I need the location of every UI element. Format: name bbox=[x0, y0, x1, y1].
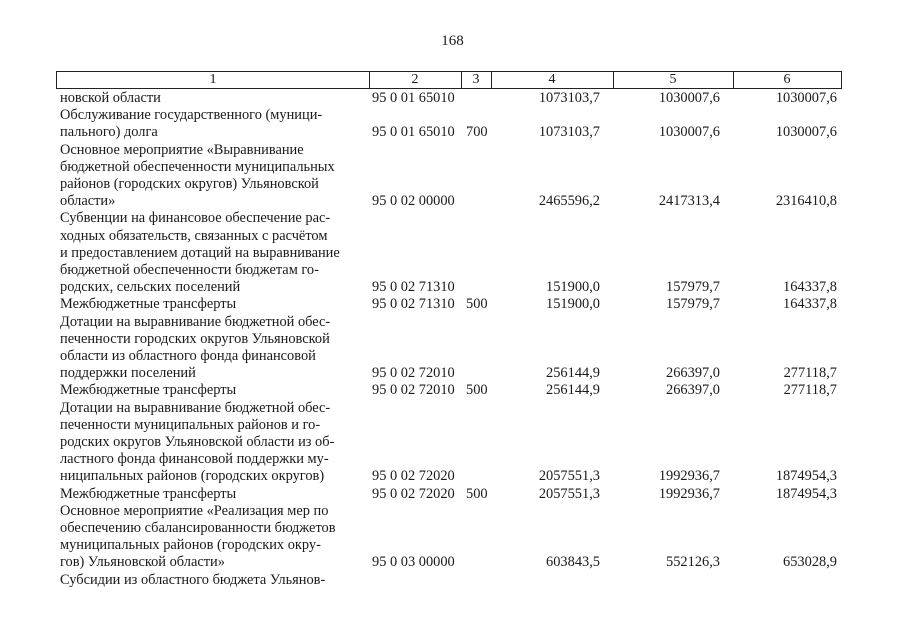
row-description bbox=[60, 503, 356, 572]
row-value-col4: 603843,5 bbox=[546, 554, 600, 571]
row-description bbox=[60, 486, 356, 503]
row-code: 95 0 03 00000 bbox=[372, 554, 455, 571]
description-line: районов (городских округов) Ульяновской bbox=[60, 176, 319, 193]
row-code: 95 0 02 72020 bbox=[372, 485, 455, 502]
description-line: обеспечению сбалансированности бюджетов bbox=[60, 520, 336, 537]
row-description bbox=[60, 400, 356, 486]
table-row bbox=[0, 314, 905, 383]
row-value-col6: 2316410,8 bbox=[775, 193, 837, 210]
table-row bbox=[0, 142, 905, 211]
description-line: и предоставлением дотаций на выравнивание bbox=[60, 244, 340, 261]
description-line: поддержки поселений bbox=[60, 365, 196, 382]
row-code: 95 0 02 72020 bbox=[372, 468, 455, 485]
row-description bbox=[60, 90, 356, 107]
table-body bbox=[0, 90, 905, 589]
row-description bbox=[60, 142, 356, 211]
row-value-col4: 151900,0 bbox=[546, 279, 600, 296]
description-line: бюджетной обеспеченности муниципальных bbox=[60, 158, 335, 175]
row-value-col5: 1030007,6 bbox=[658, 90, 720, 106]
description-line: муниципальных районов (городских окру- bbox=[60, 537, 321, 554]
row-value-col4: 151900,0 bbox=[546, 296, 600, 313]
row-value-col4: 2057551,3 bbox=[538, 485, 600, 502]
row-code: 95 0 02 72010 bbox=[372, 382, 455, 399]
header-col-1: 1 bbox=[209, 72, 217, 87]
description-line: ниципальных районов (городских округов) bbox=[60, 468, 325, 485]
description-line: Межбюджетные трансферты bbox=[60, 485, 237, 502]
row-value-col6: 164337,8 bbox=[783, 279, 837, 296]
row-code: 95 0 02 71310 bbox=[372, 279, 455, 296]
row-expense-type: 700 bbox=[466, 124, 488, 141]
header-col-6: 6 bbox=[783, 72, 791, 87]
table-row bbox=[0, 486, 905, 503]
row-value-col5: 266397,0 bbox=[666, 365, 720, 382]
description-line: печенности муниципальных районов и го- bbox=[60, 416, 321, 433]
header-col-5: 5 bbox=[669, 72, 677, 87]
row-value-col4: 2057551,3 bbox=[538, 468, 600, 485]
row-value-col5: 2417313,4 bbox=[658, 193, 720, 210]
description-line: бюджетной обеспеченности бюджетам го- bbox=[60, 262, 319, 279]
description-line: родских, сельских поселений bbox=[60, 279, 241, 296]
table-row bbox=[0, 90, 905, 107]
description-line: Субсидии из областного бюджета Ульянов- bbox=[60, 571, 326, 588]
description-line: гов) Ульяновской области» bbox=[60, 554, 225, 571]
description-line: Межбюджетные трансферты bbox=[60, 296, 237, 313]
row-value-col6: 1030007,6 bbox=[775, 90, 837, 106]
row-value-col5: 1992936,7 bbox=[658, 468, 720, 485]
row-value-col6: 277118,7 bbox=[783, 382, 837, 399]
header-col-3: 3 bbox=[472, 72, 480, 87]
row-description bbox=[60, 296, 356, 313]
row-value-col4: 256144,9 bbox=[546, 365, 600, 382]
description-line: области из областного фонда финансовой bbox=[60, 348, 316, 365]
description-line: Дотации на выравнивание бюджетной обес- bbox=[60, 313, 331, 330]
row-expense-type: 500 bbox=[466, 296, 488, 313]
header-col-4: 4 bbox=[548, 72, 556, 87]
description-line: ходных обязательств, связанных с расчётом bbox=[60, 227, 328, 244]
row-description bbox=[60, 314, 356, 383]
row-value-col5: 1992936,7 bbox=[658, 485, 720, 502]
table-row bbox=[0, 107, 905, 141]
table-row bbox=[0, 210, 905, 296]
row-code: 95 0 02 72010 bbox=[372, 365, 455, 382]
table-row bbox=[0, 400, 905, 486]
row-value-col4: 256144,9 bbox=[546, 382, 600, 399]
row-expense-type: 500 bbox=[466, 485, 488, 502]
description-line: Межбюджетные трансферты bbox=[60, 382, 237, 399]
row-description bbox=[60, 382, 356, 399]
row-code: 95 0 01 65010 bbox=[372, 90, 455, 106]
row-value-col4: 1073103,7 bbox=[538, 124, 600, 141]
description-line: пального) долга bbox=[60, 124, 158, 141]
description-line: новской области bbox=[60, 90, 161, 106]
row-code: 95 0 02 00000 bbox=[372, 193, 455, 210]
description-line: печенности городских округов Ульяновской bbox=[60, 330, 330, 347]
page-number: 168 bbox=[441, 33, 464, 49]
header-col-2: 2 bbox=[411, 72, 419, 87]
row-value-col5: 1030007,6 bbox=[658, 124, 720, 141]
table-row bbox=[0, 572, 905, 589]
row-expense-type: 500 bbox=[466, 382, 488, 399]
row-value-col4: 1073103,7 bbox=[538, 90, 600, 106]
table-row bbox=[0, 503, 905, 572]
row-value-col6: 653028,9 bbox=[783, 554, 837, 571]
row-value-col5: 157979,7 bbox=[666, 279, 720, 296]
description-line: Субвенции на финансовое обеспечение рас- bbox=[60, 210, 331, 227]
table-header bbox=[56, 71, 842, 89]
row-value-col6: 1030007,6 bbox=[775, 124, 837, 141]
table-row bbox=[0, 296, 905, 313]
description-line: родских округов Ульяновской области из об- bbox=[60, 434, 335, 451]
row-value-col5: 552126,3 bbox=[666, 554, 720, 571]
description-line: Основное мероприятие «Реализация мер по bbox=[60, 502, 329, 519]
row-value-col6: 277118,7 bbox=[783, 365, 837, 382]
row-value-col5: 266397,0 bbox=[666, 382, 720, 399]
row-code: 95 0 01 65010 bbox=[372, 124, 455, 141]
row-value-col4: 2465596,2 bbox=[538, 193, 600, 210]
description-line: Обслуживание государственного (муници- bbox=[60, 107, 323, 124]
row-description bbox=[60, 107, 356, 141]
row-description bbox=[60, 210, 356, 296]
row-code: 95 0 02 71310 bbox=[372, 296, 455, 313]
row-description bbox=[60, 572, 356, 589]
description-line: Основное мероприятие «Выравнивание bbox=[60, 141, 304, 158]
description-line: области» bbox=[60, 193, 116, 210]
table-row bbox=[0, 382, 905, 399]
row-value-col6: 164337,8 bbox=[783, 296, 837, 313]
row-value-col6: 1874954,3 bbox=[775, 468, 837, 485]
row-value-col5: 157979,7 bbox=[666, 296, 720, 313]
row-value-col6: 1874954,3 bbox=[775, 485, 837, 502]
description-line: Дотации на выравнивание бюджетной обес- bbox=[60, 399, 331, 416]
description-line: ластного фонда финансовой поддержки му- bbox=[60, 451, 329, 468]
